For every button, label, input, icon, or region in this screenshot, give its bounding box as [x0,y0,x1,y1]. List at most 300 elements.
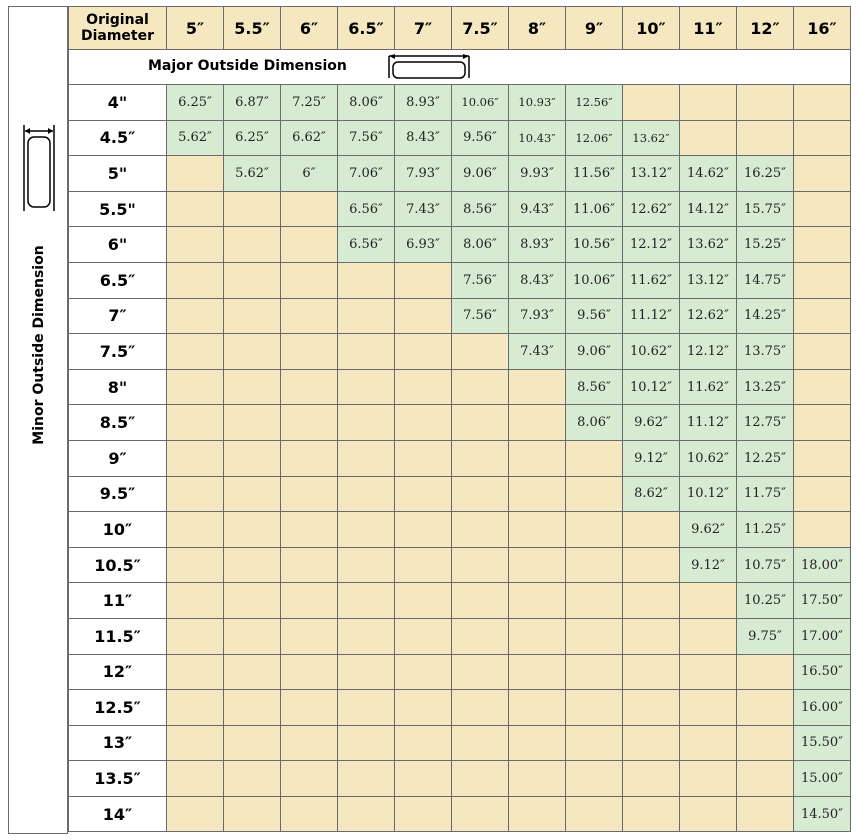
value-cell: 11.62″ [680,369,737,405]
value-cell: 8.93″ [395,85,452,121]
value-cell: 13.12″ [680,262,737,298]
row-header: 10.5″ [69,547,167,583]
value-cell: 10.06″ [566,262,623,298]
original-diameter-header: Original Diameter [69,7,167,50]
value-cell: 10.62″ [680,440,737,476]
major-dimension-label: Major Outside Dimension [148,58,347,74]
empty-cell [623,725,680,761]
value-cell: 10.12″ [623,369,680,405]
column-header: 10″ [623,7,680,50]
empty-cell [281,512,338,548]
empty-cell [395,405,452,441]
empty-cell [167,725,224,761]
empty-cell [338,476,395,512]
column-header: 7.5″ [452,7,509,50]
major-dimension-row [69,50,851,85]
value-cell: 14.12″ [680,191,737,227]
table-row [69,512,851,548]
value-cell: 7.43″ [395,191,452,227]
table-row [69,298,851,334]
empty-cell [566,618,623,654]
table-row [69,547,851,583]
value-cell: 17.00″ [794,618,851,654]
empty-cell [338,547,395,583]
empty-cell [623,512,680,548]
value-cell: 8.93″ [509,227,566,263]
empty-cell [509,547,566,583]
empty-cell [224,440,281,476]
row-header: 7″ [69,298,167,334]
empty-cell [623,547,680,583]
value-cell: 9.56″ [452,120,509,156]
value-cell: 7.93″ [509,298,566,334]
empty-cell [680,120,737,156]
empty-cell [167,405,224,441]
empty-cell [680,690,737,726]
value-cell: 13.25″ [737,369,794,405]
empty-cell [224,761,281,797]
empty-cell [566,690,623,726]
empty-cell [452,618,509,654]
value-cell: 15.75″ [737,191,794,227]
empty-cell [338,334,395,370]
empty-cell [395,796,452,832]
empty-cell [794,334,851,370]
empty-cell [680,725,737,761]
empty-cell [167,298,224,334]
value-cell: 7.56″ [338,120,395,156]
value-cell: 6.93″ [395,227,452,263]
empty-cell [737,85,794,121]
row-header: 6.5″ [69,262,167,298]
value-cell: 11.62″ [623,262,680,298]
empty-cell [623,690,680,726]
empty-cell [794,156,851,192]
table-row [69,334,851,370]
empty-cell [623,583,680,619]
empty-cell [338,369,395,405]
row-header: 12″ [69,654,167,690]
table-row [69,690,851,726]
empty-cell [794,440,851,476]
empty-cell [224,227,281,263]
empty-cell [281,405,338,441]
empty-cell [281,334,338,370]
value-cell: 6.56″ [338,191,395,227]
empty-cell [281,761,338,797]
empty-cell [509,583,566,619]
empty-cell [509,405,566,441]
empty-cell [794,262,851,298]
empty-cell [338,583,395,619]
value-cell: 7.43″ [509,334,566,370]
value-cell: 10.75″ [737,547,794,583]
value-cell: 11.56″ [566,156,623,192]
value-cell: 12.62″ [680,298,737,334]
value-cell: 14.75″ [737,262,794,298]
empty-cell [224,476,281,512]
table-row [69,191,851,227]
value-cell: 9.43″ [509,191,566,227]
empty-cell [281,583,338,619]
empty-cell [509,796,566,832]
empty-cell [395,440,452,476]
row-header: 5.5" [69,191,167,227]
value-cell: 7.06″ [338,156,395,192]
value-cell: 14.62″ [680,156,737,192]
empty-cell [794,512,851,548]
empty-cell [338,298,395,334]
value-cell: 7.93″ [395,156,452,192]
empty-cell [794,298,851,334]
row-header: 12.5″ [69,690,167,726]
value-cell: 7.56″ [452,262,509,298]
empty-cell [395,761,452,797]
column-header: 11″ [680,7,737,50]
value-cell: 5.62″ [224,156,281,192]
empty-cell [566,583,623,619]
empty-cell [509,654,566,690]
column-header: 9″ [566,7,623,50]
column-header: 5″ [167,7,224,50]
empty-cell [281,476,338,512]
empty-cell [224,369,281,405]
table-row [69,654,851,690]
empty-cell [167,334,224,370]
value-cell: 17.50″ [794,583,851,619]
column-header: 6″ [281,7,338,50]
empty-cell [338,725,395,761]
empty-cell [452,476,509,512]
empty-cell [224,725,281,761]
empty-cell [167,690,224,726]
empty-cell [338,618,395,654]
value-cell: 10.93″ [509,85,566,121]
table-row [69,405,851,441]
value-cell: 9.56″ [566,298,623,334]
value-cell: 16.50″ [794,654,851,690]
empty-cell [623,761,680,797]
empty-cell [281,725,338,761]
column-header: 8″ [509,7,566,50]
value-cell: 10.12″ [680,476,737,512]
empty-cell [737,654,794,690]
row-header: 11.5″ [69,618,167,654]
empty-cell [281,262,338,298]
value-cell: 15.00″ [794,761,851,797]
row-header: 6" [69,227,167,263]
table-row [69,262,851,298]
row-header: 7.5″ [69,334,167,370]
empty-cell [224,262,281,298]
value-cell: 16.25″ [737,156,794,192]
empty-cell [452,369,509,405]
empty-cell [338,796,395,832]
table-row [69,156,851,192]
value-cell: 5.62″ [167,120,224,156]
empty-cell [338,761,395,797]
empty-cell [737,761,794,797]
empty-cell [680,618,737,654]
value-cell: 14.25″ [737,298,794,334]
empty-cell [452,725,509,761]
empty-cell [794,227,851,263]
value-cell: 6.25″ [224,120,281,156]
empty-cell [167,761,224,797]
row-header: 10″ [69,512,167,548]
empty-cell [623,796,680,832]
value-cell: 9.75″ [737,618,794,654]
column-header: 12″ [737,7,794,50]
value-cell: 18.00″ [794,547,851,583]
value-cell: 10.43″ [509,120,566,156]
value-cell: 12.75″ [737,405,794,441]
row-header: 4" [69,85,167,121]
value-cell: 8.06″ [566,405,623,441]
empty-cell [623,618,680,654]
value-cell: 8.43″ [395,120,452,156]
value-cell: 9.93″ [509,156,566,192]
empty-cell [566,512,623,548]
empty-cell [566,440,623,476]
value-cell: 8.06″ [338,85,395,121]
empty-cell [338,405,395,441]
row-header: 5" [69,156,167,192]
value-cell: 12.56″ [566,85,623,121]
value-cell: 9.12″ [680,547,737,583]
value-cell: 10.56″ [566,227,623,263]
empty-cell [224,191,281,227]
empty-cell [167,547,224,583]
empty-cell [167,227,224,263]
empty-cell [167,369,224,405]
empty-cell [281,369,338,405]
value-cell: 9.06″ [566,334,623,370]
value-cell: 12.62″ [623,191,680,227]
empty-cell [224,654,281,690]
empty-cell [167,512,224,548]
empty-cell [680,583,737,619]
empty-cell [680,654,737,690]
empty-cell [395,334,452,370]
value-cell: 9.62″ [680,512,737,548]
value-cell: 10.06″ [452,85,509,121]
empty-cell [167,618,224,654]
empty-cell [680,796,737,832]
empty-cell [509,369,566,405]
value-cell: 12.25″ [737,440,794,476]
row-header: 11″ [69,583,167,619]
value-cell: 7.25″ [281,85,338,121]
empty-cell [224,298,281,334]
table-row [69,476,851,512]
empty-cell [794,191,851,227]
empty-cell [224,796,281,832]
empty-cell [794,405,851,441]
row-header: 8.5″ [69,405,167,441]
empty-cell [395,690,452,726]
empty-cell [452,512,509,548]
value-cell: 11.25″ [737,512,794,548]
column-header-row [69,7,851,50]
empty-cell [338,690,395,726]
empty-cell [167,262,224,298]
value-cell: 8.56″ [566,369,623,405]
empty-cell [167,654,224,690]
value-cell: 10.62″ [623,334,680,370]
empty-cell [509,476,566,512]
empty-cell [167,191,224,227]
empty-cell [395,476,452,512]
empty-cell [224,690,281,726]
value-cell: 12.12″ [623,227,680,263]
empty-cell [509,512,566,548]
empty-cell [224,618,281,654]
empty-cell [566,476,623,512]
value-cell: 11.06″ [566,191,623,227]
value-cell: 10.25″ [737,583,794,619]
empty-cell [395,583,452,619]
empty-cell [566,547,623,583]
empty-cell [338,654,395,690]
minor-dimension-sidebar [8,6,68,834]
column-header: 6.5″ [338,7,395,50]
horizontal-oval-duct-icon [387,54,471,80]
value-cell: 11.12″ [680,405,737,441]
empty-cell [794,369,851,405]
empty-cell [737,690,794,726]
value-cell: 16.00″ [794,690,851,726]
empty-cell [224,405,281,441]
value-cell: 6.87″ [224,85,281,121]
empty-cell [737,120,794,156]
value-cell: 9.62″ [623,405,680,441]
value-cell: 6.62″ [281,120,338,156]
empty-cell [680,85,737,121]
value-cell: 12.06″ [566,120,623,156]
empty-cell [509,761,566,797]
empty-cell [338,262,395,298]
empty-cell [395,725,452,761]
empty-cell [281,654,338,690]
column-header: 16″ [794,7,851,50]
empty-cell [452,547,509,583]
empty-cell [281,227,338,263]
empty-cell [509,690,566,726]
value-cell: 6.56″ [338,227,395,263]
row-header: 14″ [69,796,167,832]
empty-cell [509,725,566,761]
value-cell: 13.75″ [737,334,794,370]
value-cell: 6.25″ [167,85,224,121]
empty-cell [566,654,623,690]
empty-cell [452,796,509,832]
empty-cell [224,547,281,583]
empty-cell [623,85,680,121]
value-cell: 8.56″ [452,191,509,227]
empty-cell [623,654,680,690]
vertical-oval-duct-icon [21,123,57,215]
empty-cell [737,725,794,761]
empty-cell [509,440,566,476]
value-cell: 12.12″ [680,334,737,370]
empty-cell [167,440,224,476]
table-row [69,227,851,263]
value-cell: 14.50″ [794,796,851,832]
table-row [69,618,851,654]
table-row [69,440,851,476]
empty-cell [566,796,623,832]
empty-cell [167,156,224,192]
value-cell: 6″ [281,156,338,192]
empty-cell [281,547,338,583]
row-header: 9.5″ [69,476,167,512]
value-cell: 15.25″ [737,227,794,263]
empty-cell [452,690,509,726]
value-cell: 13.62″ [680,227,737,263]
dimension-table [68,6,851,832]
empty-cell [224,583,281,619]
empty-cell [452,583,509,619]
table-row [69,120,851,156]
empty-cell [680,761,737,797]
empty-cell [395,262,452,298]
column-header: 5.5″ [224,7,281,50]
value-cell: 15.50″ [794,725,851,761]
empty-cell [566,761,623,797]
empty-cell [167,476,224,512]
row-header: 13.5″ [69,761,167,797]
empty-cell [281,191,338,227]
empty-cell [794,120,851,156]
empty-cell [395,512,452,548]
empty-cell [566,725,623,761]
empty-cell [281,298,338,334]
table-row [69,85,851,121]
empty-cell [395,547,452,583]
row-header: 9″ [69,440,167,476]
value-cell: 8.43″ [509,262,566,298]
value-cell: 7.56″ [452,298,509,334]
empty-cell [794,85,851,121]
empty-cell [224,512,281,548]
empty-cell [281,618,338,654]
major-dimension-cell [69,50,851,85]
empty-cell [395,369,452,405]
empty-cell [395,654,452,690]
value-cell: 9.06″ [452,156,509,192]
empty-cell [737,796,794,832]
row-header: 8" [69,369,167,405]
empty-cell [452,761,509,797]
empty-cell [395,298,452,334]
empty-cell [452,654,509,690]
empty-cell [224,334,281,370]
empty-cell [452,405,509,441]
empty-cell [281,440,338,476]
table-row [69,725,851,761]
empty-cell [338,512,395,548]
row-header: 4.5″ [69,120,167,156]
empty-cell [281,690,338,726]
empty-cell [452,334,509,370]
value-cell: 11.12″ [623,298,680,334]
table-row [69,796,851,832]
column-header: 7″ [395,7,452,50]
value-cell: 13.12″ [623,156,680,192]
value-cell: 8.06″ [452,227,509,263]
value-cell: 11.75″ [737,476,794,512]
